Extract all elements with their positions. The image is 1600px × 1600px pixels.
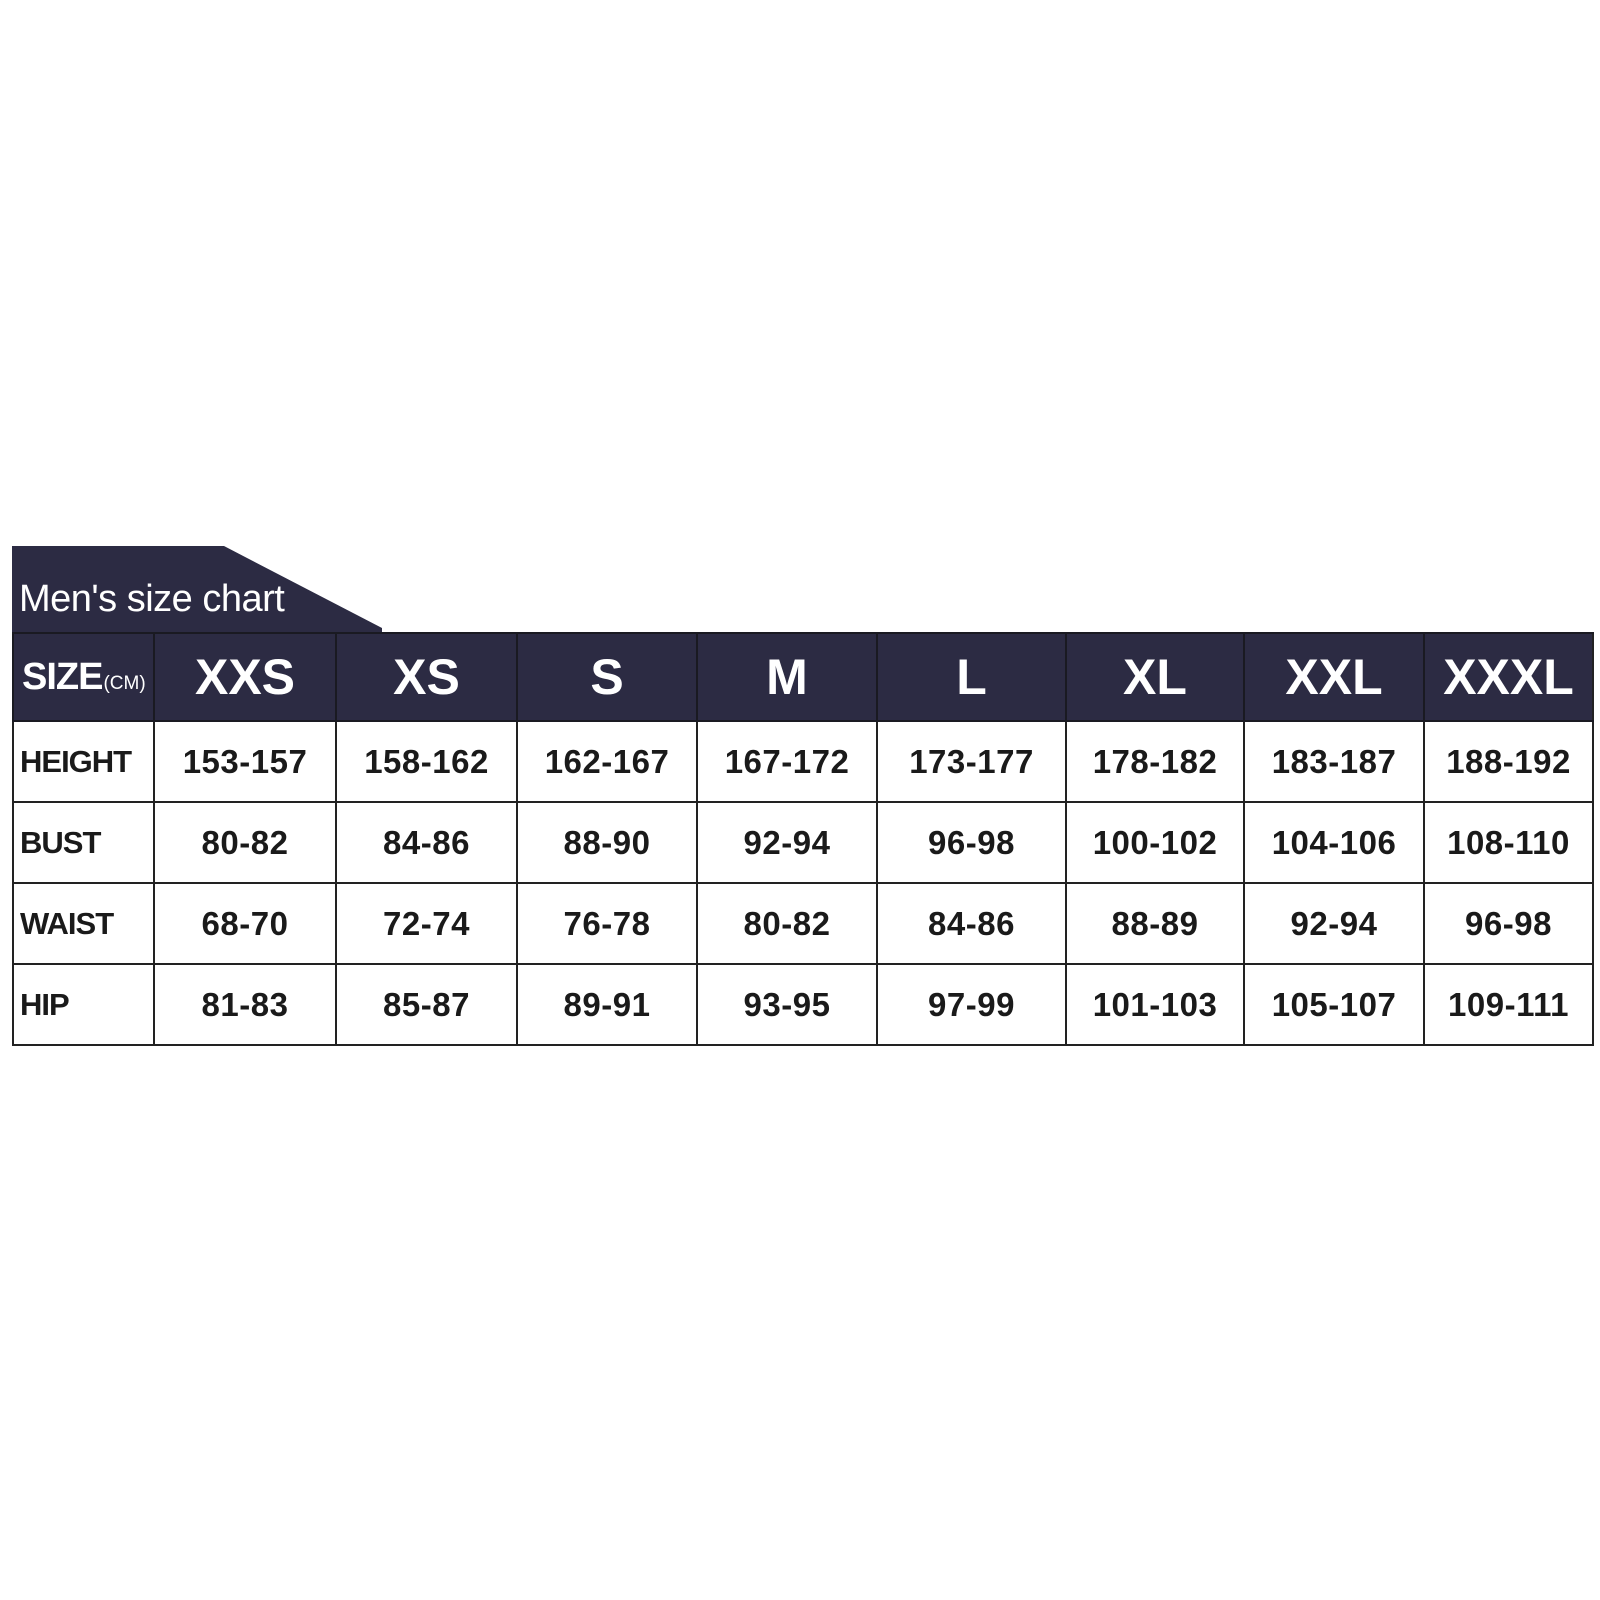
size-l-header: L: [877, 633, 1066, 721]
size-xs-header: XS: [336, 633, 517, 721]
table-cell: 88-89: [1066, 883, 1244, 964]
table-cell: 80-82: [154, 802, 336, 883]
table-cell: 81-83: [154, 964, 336, 1045]
size-header-cell: [13, 633, 154, 721]
table-cell: 105-107: [1244, 964, 1424, 1045]
waist-row: [13, 883, 1593, 964]
table-cell: 188-192: [1424, 721, 1593, 802]
table-cell: 92-94: [1244, 883, 1424, 964]
table-cell: 104-106: [1244, 802, 1424, 883]
table-cell: 85-87: [336, 964, 517, 1045]
chart-title: Men's size chart: [19, 578, 285, 620]
table-cell: 72-74: [336, 883, 517, 964]
table-cell: 178-182: [1066, 721, 1244, 802]
hip-row: [13, 964, 1593, 1045]
size-table: [12, 632, 1594, 1046]
table-cell: 108-110: [1424, 802, 1593, 883]
table-cell: 96-98: [1424, 883, 1593, 964]
table-cell: 153-157: [154, 721, 336, 802]
size-s-header: S: [517, 633, 697, 721]
size-xxxl-header: XXXL: [1424, 633, 1593, 721]
table-cell: 84-86: [877, 883, 1066, 964]
table-cell: 84-86: [336, 802, 517, 883]
row-label-hip: HIP: [13, 964, 154, 1045]
height-row: [13, 721, 1593, 802]
table-cell: 167-172: [697, 721, 877, 802]
table-cell: 76-78: [517, 883, 697, 964]
title-tab: [12, 546, 382, 632]
table-cell: 88-90: [517, 802, 697, 883]
table-cell: 158-162: [336, 721, 517, 802]
row-label-height: HEIGHT: [13, 721, 154, 802]
row-label-waist: WAIST: [13, 883, 154, 964]
table-cell: 173-177: [877, 721, 1066, 802]
table-cell: 101-103: [1066, 964, 1244, 1045]
row-label-bust: BUST: [13, 802, 154, 883]
unit-label: (CM): [103, 672, 146, 694]
size-chart: [12, 546, 1592, 1046]
size-xl-header: XL: [1066, 633, 1244, 721]
size-m-header: M: [697, 633, 877, 721]
table-cell: 68-70: [154, 883, 336, 964]
table-cell: 109-111: [1424, 964, 1593, 1045]
table-cell: 80-82: [697, 883, 877, 964]
table-cell: 162-167: [517, 721, 697, 802]
table-cell: 100-102: [1066, 802, 1244, 883]
table-cell: 96-98: [877, 802, 1066, 883]
bust-row: [13, 802, 1593, 883]
header-row: [13, 633, 1593, 721]
table-cell: 97-99: [877, 964, 1066, 1045]
table-cell: 89-91: [517, 964, 697, 1045]
table-cell: 93-95: [697, 964, 877, 1045]
table-cell: 92-94: [697, 802, 877, 883]
size-label: SIZE: [22, 655, 103, 698]
size-xxl-header: XXL: [1244, 633, 1424, 721]
size-xxs-header: XXS: [154, 633, 336, 721]
table-cell: 183-187: [1244, 721, 1424, 802]
